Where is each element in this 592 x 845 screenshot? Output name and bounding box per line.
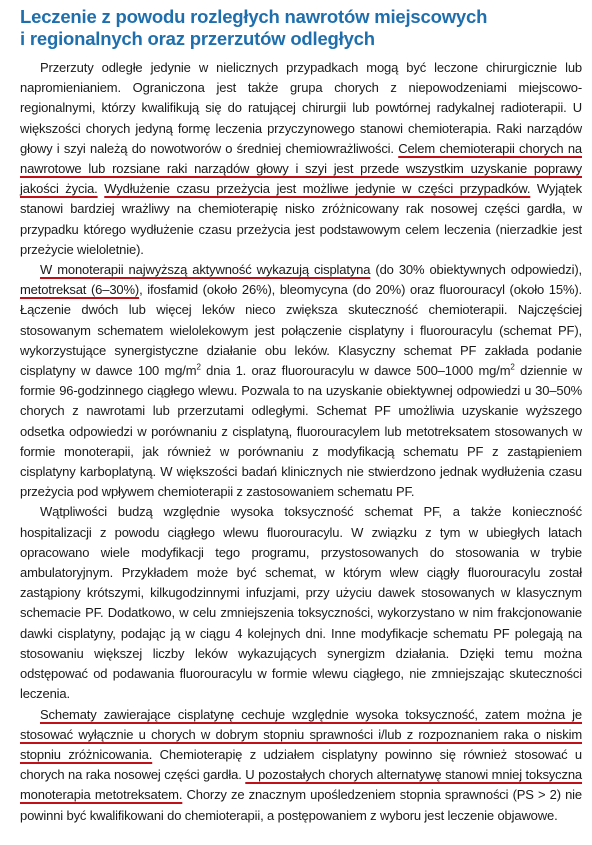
section-body <box>20 58 582 826</box>
highlighted-sentence: metotreksat (6–30%) <box>20 282 140 298</box>
section-heading <box>20 6 582 50</box>
text-run: Chorzy ze znacznym upośledzeniem stopnia sprawności (PS > 2) nie powinni być kwalifikowani do chemioterapii, a postępowaniem z wyboru jest leczenie objawowe. <box>20 787 582 823</box>
highlighted-sentence: U pozostałych chorych alternatywę stanowi mniej toksyczna monoterapia metotreksatem. <box>20 767 583 803</box>
text-run: Przerzuty odległe jedynie w nielicznych przypadkach mogą być leczone chirurgicznie lub napromienianiem. Ograniczona jest także grupa chorych z niepowodzeniami miejscowo-regionalnymi, którzy kwalifikują się do ratującej chirurgii lub powtórnej radykalnej radioterapii. U większości chorych jedyną formę leczenia przyczynowego stanowi chemioterapia. Raki narządów głowy i szyi należą do nowotworów o średniej chemiowrażliwości. <box>20 60 582 156</box>
heading-line-2: i regionalnych oraz przerzutów odległych <box>20 28 375 49</box>
text-run: (do 30% obiektywnych odpowiedzi), <box>370 262 582 278</box>
paragraph-1 <box>20 58 582 260</box>
paragraph-4 <box>20 705 582 826</box>
highlighted-sentence: W monoterapii najwyższą aktywność wykazują cisplatyna <box>40 262 371 278</box>
text-run: Wątpliwości budzą względnie wysoka toksyczność schemat PF, a także konieczność hospitalizacji z powodu ciągłego wlewu fluorouracylu. W związku z tym w ubiegłych latach opracowano wiele modyfikacji tego programu, przystosowanych do stosowania w trybie ambulatoryjnym. Przykładem może być schemat, w którym wlew ciągły fluorouracylu został zastąpiony krótszymi, kilkugodzinnymi infuzjami, przy użyciu dawek stosowanych w klasycznym schemacie PF. Dodatkowo, w celu zmniejszenia toksyczności, wykorzystano w nim frakcjonowanie dawki cisplatyny, podając ją w ciągu 4 kolejnych dni. Inne modyfikacje schematu PF polegają na stosowaniu większej liczby leków wykazujących synergizm działania. Dzięki temu można odstępować od podawania fluorouracylu w formie wlewu ciągłego, nie zmniejszając skuteczności leczenia. <box>20 504 582 702</box>
highlighted-sentence: Celem chemioterapii chorych na nawrotowe lub rozsiane raki narządów głowy i szyi jest przede wszystkim uzyskanie poprawy jakości życia. <box>20 140 582 197</box>
paragraph-2 <box>20 260 582 502</box>
highlighted-sentence: Schematy zawierające cisplatynę cechuje względnie wysoka toksyczność, zatem można je stosować wyłącznie u chorych w dobrym stopniu sprawności i/lub z rozpoznaniem raka o niskim stopniu zróżnicowania. <box>20 706 582 762</box>
text-run: Chemioterapię z udziałem cisplatyny powinno się również stosować u chorych na raka nosowej części gardła. <box>20 746 582 783</box>
highlighted-sentence: Wydłużenie czasu przeżycia jest możliwe jedynie w części przypadków. <box>104 181 531 197</box>
text-run: Wyjątek stanowi bardziej wrażliwy na chemioterapię nisko zróżnicowany rak nosowej części gardła, w przypadku którego wydłużenie czasu przeżycia jest podstawowym celem leczenia (nierzadkie jest przeżycie wieloletnie). <box>20 181 582 257</box>
text-run: dnia 1. oraz fluorouracylu w dawce 500–1000 mg/m <box>200 363 511 379</box>
heading-line-1: Leczenie z powodu rozległych nawrotów miejscowych <box>20 6 488 27</box>
superscript: 2 <box>196 362 201 372</box>
superscript: 2 <box>510 362 515 372</box>
text-run: , ifosfamid (około 26%), bleomycyna (do 20%) oraz fluorouracyl (około 15%). Łączenie dwóch lub więcej leków nieco zwiększa skuteczność chemioterapii. Najczęściej stosowanym schematem wielolekowym jest połączenie cisplatyny i fluorouracylu (schemat PF), wykorzystujące synergistyczne działanie obu leków. Klasyczny schemat PF zakłada podanie cisplatyny w dawce 100 mg/m <box>20 282 582 379</box>
paragraph-3 <box>20 502 582 704</box>
text-run: dziennie w formie 96-godzinnego ciągłego wlewu. Pozwala to na uzyskanie obiektywnej odpowiedzi u 30–50% chorych z nawrotami lub przerzutami odległymi. Schemat PF umożliwia uzyskanie wyższego odsetka odpowiedzi w porównaniu z cisplatyną, fluorouracylem lub metotreksatem stosowanych w formie monoterapii, jak również w porównaniu z modyfikacją schematu PF z zastąpieniem cisplatyny karboplatyną. W większości badań klinicznych nie stwierdzono jednak wydłużenia czasu przeżycia pod wpływem chemioterapii z zastosowaniem schematu PF. <box>20 363 582 500</box>
